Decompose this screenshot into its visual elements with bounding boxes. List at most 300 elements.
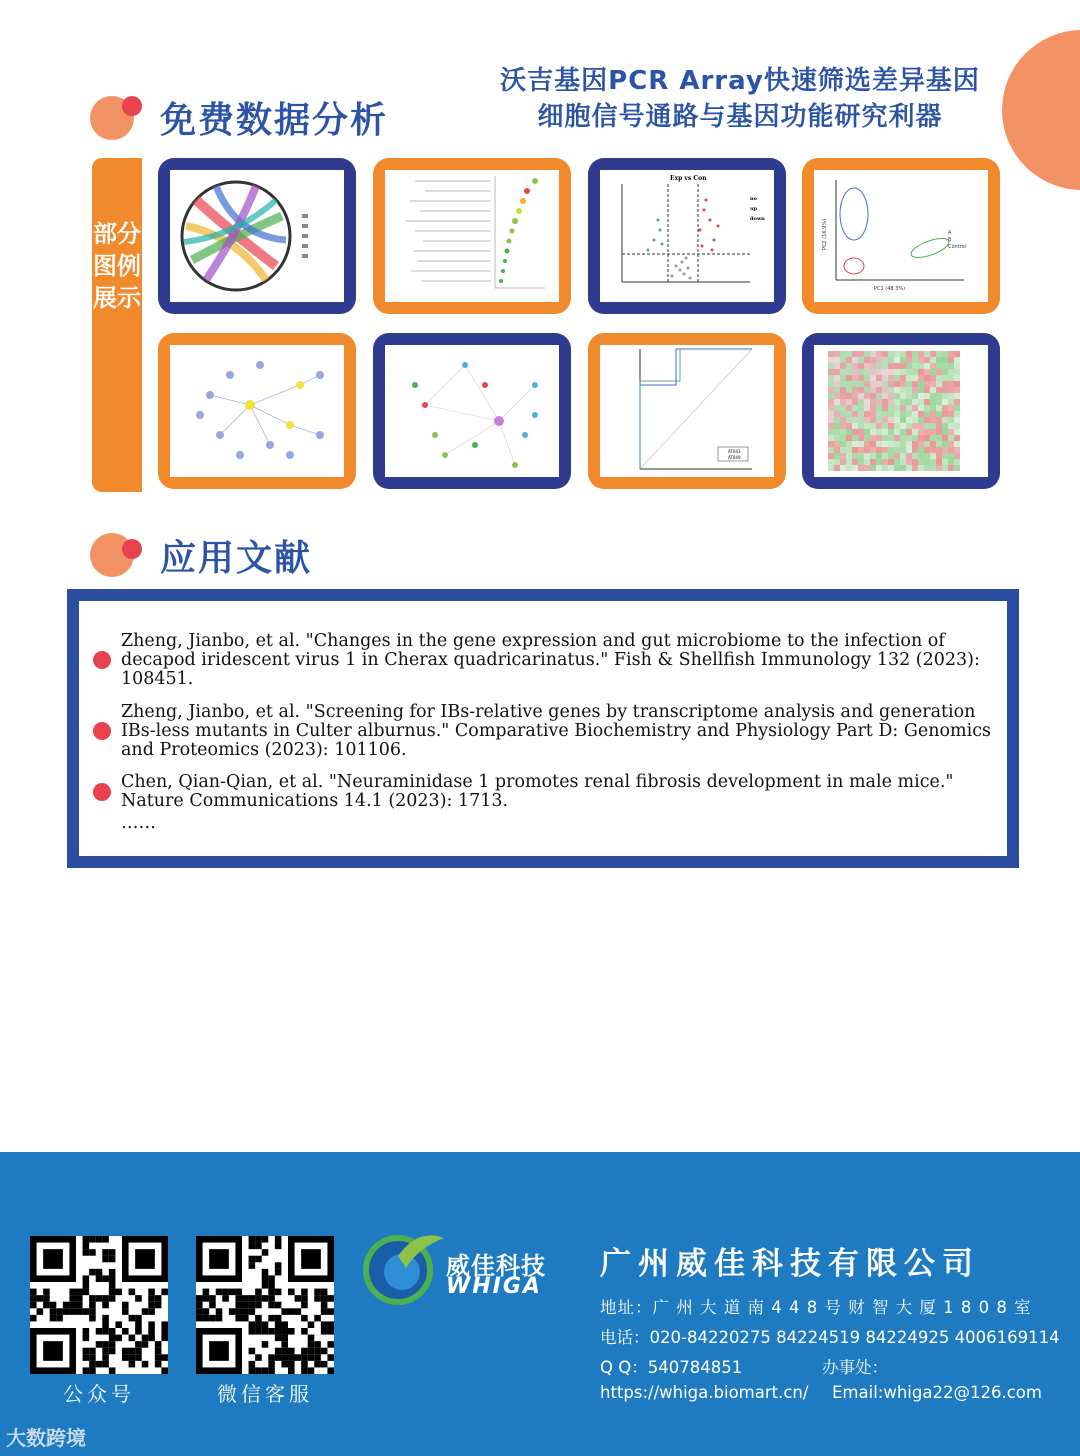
heatmap-cell	[864, 375, 870, 381]
heatmap-cell	[954, 363, 960, 369]
heatmap-cell	[828, 375, 834, 381]
heatmap-cell	[936, 357, 942, 363]
qr-code-official-account[interactable]	[30, 1236, 168, 1374]
heatmap-cell	[900, 447, 906, 453]
heatmap-cell	[912, 375, 918, 381]
heatmap-cell	[900, 429, 906, 435]
heatmap-cell	[858, 393, 864, 399]
bullet-icon	[93, 722, 111, 740]
qr-module	[314, 1341, 321, 1348]
qr-module	[209, 1315, 216, 1322]
heatmap-cell	[870, 441, 876, 447]
qr-module	[109, 1282, 116, 1289]
qr-module	[109, 1341, 116, 1348]
qr-module	[301, 1302, 308, 1309]
qr-module	[96, 1341, 103, 1348]
heatmap-cell	[954, 393, 960, 399]
heatmap-cell	[840, 369, 846, 375]
qr-module	[83, 1289, 90, 1296]
footer	[0, 1152, 1080, 1456]
heatmap-cell	[834, 447, 840, 453]
heatmap-cell	[858, 399, 864, 405]
heatmap-cell	[858, 441, 864, 447]
qr-module	[281, 1328, 288, 1335]
heatmap-cell	[864, 411, 870, 417]
qr-module	[314, 1348, 321, 1355]
qr-module	[275, 1335, 282, 1342]
heatmap-cell	[894, 459, 900, 465]
heatmap-cell	[840, 429, 846, 435]
qr-module	[301, 1354, 308, 1361]
heatmap-cell	[918, 459, 924, 465]
qr-module	[275, 1262, 282, 1269]
heatmap-cell	[936, 369, 942, 375]
qr-module	[89, 1367, 96, 1374]
heatmap-cell	[924, 393, 930, 399]
company-name: 广州威佳科技有限公司	[600, 1246, 980, 1282]
heatmap-cell	[948, 363, 954, 369]
heatmap-cell	[864, 405, 870, 411]
qr-module	[255, 1315, 262, 1322]
thumb-chord-diagram	[158, 158, 356, 314]
heatmap-cell	[942, 459, 948, 465]
heatmap-cell	[954, 453, 960, 459]
qr-module	[229, 1308, 236, 1315]
heatmap-cell	[834, 405, 840, 411]
heatmap-cell	[846, 447, 852, 453]
heatmap-cell	[924, 357, 930, 363]
website-link[interactable]: https://whiga.biomart.cn/	[600, 1383, 809, 1402]
heatmap-cell	[888, 447, 894, 453]
qr-module	[327, 1328, 334, 1335]
heatmap-cell	[882, 459, 888, 465]
heatmap-cell	[930, 369, 936, 375]
heatmap-cell	[882, 435, 888, 441]
qr-module	[122, 1308, 129, 1315]
qr-module	[314, 1295, 321, 1302]
qr-module	[321, 1321, 328, 1328]
heatmap-cell	[876, 417, 882, 423]
sidebar-label-bar	[92, 158, 142, 492]
heatmap-cell	[924, 399, 930, 405]
qr-module	[89, 1361, 96, 1368]
qr-module	[249, 1302, 256, 1309]
qr-module	[135, 1321, 142, 1328]
qr-module	[275, 1243, 282, 1250]
heatmap-cell	[918, 435, 924, 441]
qr-module	[268, 1282, 275, 1289]
qr-finder	[43, 1249, 63, 1269]
qr-module	[102, 1328, 109, 1335]
heatmap-cell	[936, 363, 942, 369]
heatmap-cell	[954, 465, 960, 471]
heatmap-cell	[918, 393, 924, 399]
heatmap-cell	[894, 441, 900, 447]
heatmap-cell	[906, 441, 912, 447]
roc-legend-1: AT043	[728, 449, 741, 454]
heatmap-cell	[858, 375, 864, 381]
heatmap-cell	[954, 441, 960, 447]
qr-module	[281, 1354, 288, 1361]
pca-legend-control: Control	[948, 244, 967, 250]
heatmap-cell	[918, 411, 924, 417]
heatmap-cell	[894, 381, 900, 387]
qr-module	[321, 1302, 328, 1309]
heatmap-cell	[906, 459, 912, 465]
heatmap-cell	[888, 369, 894, 375]
qr-module	[255, 1367, 262, 1374]
heatmap-cell	[918, 363, 924, 369]
heatmap-cell	[840, 399, 846, 405]
heatmap-cell	[828, 411, 834, 417]
qr-module	[321, 1295, 328, 1302]
heatmap-cell	[828, 453, 834, 459]
heatmap-cell	[954, 435, 960, 441]
qr-module	[327, 1367, 334, 1374]
heatmap-cell	[900, 381, 906, 387]
qr-module	[268, 1302, 275, 1309]
heatmap-cell	[930, 441, 936, 447]
qr-module	[122, 1354, 129, 1361]
qr-module	[249, 1262, 256, 1269]
qr-module	[76, 1308, 83, 1315]
qr-module	[50, 1302, 57, 1309]
qr-module	[321, 1308, 328, 1315]
heatmap-cell	[936, 417, 942, 423]
heatmap-cell	[936, 447, 942, 453]
heatmap-cell	[906, 399, 912, 405]
qr-module	[275, 1328, 282, 1335]
qr-module	[255, 1243, 262, 1250]
heatmap-cell	[900, 411, 906, 417]
heatmap-cell	[942, 429, 948, 435]
qr-module	[301, 1328, 308, 1335]
heatmap-cell	[954, 387, 960, 393]
heatmap-cell	[936, 351, 942, 357]
heatmap-cell	[840, 363, 846, 369]
qr-module	[43, 1289, 50, 1296]
heatmap-cell	[900, 363, 906, 369]
qr-module	[327, 1295, 334, 1302]
section-title-analysis: 免费数据分析	[160, 100, 389, 141]
qr-module	[109, 1289, 116, 1296]
section-dot-accent-icon	[122, 96, 142, 116]
qr-module	[314, 1354, 321, 1361]
heatmap-cell	[942, 447, 948, 453]
heatmap-cell	[846, 441, 852, 447]
heatmap-cell	[864, 465, 870, 471]
heatmap-cell	[948, 369, 954, 375]
qr-module	[327, 1354, 334, 1361]
heatmap-cell	[828, 393, 834, 399]
qr-finder	[135, 1249, 155, 1269]
heatmap-cell	[870, 399, 876, 405]
qr-module	[301, 1295, 308, 1302]
qr-module	[37, 1295, 44, 1302]
heatmap-cell	[870, 393, 876, 399]
heatmap-cell	[846, 363, 852, 369]
heatmap-cell	[888, 465, 894, 471]
heatmap-cell	[942, 375, 948, 381]
heatmap-cell	[882, 351, 888, 357]
heatmap-cell	[906, 423, 912, 429]
qr-module	[235, 1308, 242, 1315]
heatmap-cell	[834, 453, 840, 459]
heatmap-cell	[834, 423, 840, 429]
heatmap-cell	[894, 435, 900, 441]
qr-module	[50, 1308, 57, 1315]
qr-module	[102, 1341, 109, 1348]
heatmap-cell	[900, 351, 906, 357]
heatmap-cell	[846, 387, 852, 393]
email-link[interactable]: Email:whiga22@126.com	[832, 1383, 1042, 1402]
heatmap-cell	[936, 423, 942, 429]
heatmap-cell	[852, 423, 858, 429]
qr-module	[203, 1308, 210, 1315]
address: 地址：广 州 大 道 南 4 4 8 号 财 智 大 厦 1 8 0 8 室	[600, 1298, 1032, 1317]
qr-module	[262, 1236, 269, 1243]
heatmap-cell	[858, 435, 864, 441]
volcano-legend-down: down	[750, 216, 765, 222]
heatmap-cell	[882, 441, 888, 447]
heatmap-cell	[840, 381, 846, 387]
heatmap-cell	[834, 399, 840, 405]
heatmap-cell	[882, 399, 888, 405]
qr-module	[301, 1367, 308, 1374]
heatmap-cell	[882, 381, 888, 387]
heatmap-cell	[876, 363, 882, 369]
heatmap-cell	[888, 363, 894, 369]
heatmap-cell	[840, 423, 846, 429]
heatmap-cell	[834, 435, 840, 441]
qr-module	[135, 1348, 142, 1355]
heatmap-cell	[882, 465, 888, 471]
heatmap-cell	[930, 357, 936, 363]
heatmap-cell	[846, 399, 852, 405]
heatmap-cell	[918, 441, 924, 447]
heatmap-cell	[930, 429, 936, 435]
pca-ylabel: PC2 (16.9%)	[822, 218, 828, 250]
qr-module	[129, 1315, 136, 1322]
heatmap-cell	[918, 387, 924, 393]
qr-module	[43, 1302, 50, 1309]
phone: 电话：020-84220275 84224519 84224925 4006169114	[600, 1328, 1060, 1347]
heatmap-cell	[930, 459, 936, 465]
qr-module	[129, 1354, 136, 1361]
qr-module	[148, 1295, 155, 1302]
qr-module	[235, 1289, 242, 1296]
qr-module	[56, 1308, 63, 1315]
qr-module	[109, 1367, 116, 1374]
heatmap-cell	[882, 393, 888, 399]
heatmap-cell	[876, 375, 882, 381]
qr-module	[89, 1308, 96, 1315]
qr-module	[321, 1348, 328, 1355]
qr-module	[102, 1348, 109, 1355]
heatmap-cell	[906, 369, 912, 375]
heatmap-cell	[918, 369, 924, 375]
thumb-heatmap	[802, 333, 1000, 489]
heatmap-cell	[894, 447, 900, 453]
qr-module	[268, 1295, 275, 1302]
heatmap-cell	[954, 429, 960, 435]
heatmap-cell	[870, 405, 876, 411]
heatmap-cell	[936, 411, 942, 417]
heatmap-cell	[858, 465, 864, 471]
heatmap-cell	[954, 447, 960, 453]
qr-module	[255, 1354, 262, 1361]
heatmap-cell	[834, 357, 840, 363]
thumb-pca-plot	[802, 158, 1000, 314]
heatmap-cell	[930, 393, 936, 399]
heatmap-cell	[918, 399, 924, 405]
heatmap-cell	[864, 447, 870, 453]
qr-module	[30, 1302, 37, 1309]
qr-module	[249, 1321, 256, 1328]
heatmap-cell	[864, 423, 870, 429]
qr-module	[96, 1275, 103, 1282]
heatmap-cell	[870, 423, 876, 429]
qr-module	[249, 1256, 256, 1263]
qr-module	[242, 1308, 249, 1315]
heatmap-cell	[924, 423, 930, 429]
qr-module	[288, 1308, 295, 1315]
qr-module	[196, 1308, 203, 1315]
qr-module	[268, 1328, 275, 1335]
heatmap-cell	[882, 411, 888, 417]
heatmap-cell	[906, 357, 912, 363]
qr-module	[288, 1367, 295, 1374]
heatmap-cell	[924, 429, 930, 435]
qr-module	[161, 1328, 168, 1335]
heatmap-cell	[852, 411, 858, 417]
heatmap-cell	[828, 369, 834, 375]
qr-module	[235, 1302, 242, 1309]
heatmap-cell	[852, 417, 858, 423]
heatmap-cell	[894, 369, 900, 375]
qr-module	[63, 1302, 70, 1309]
qr-code-wechat-service[interactable]	[196, 1236, 334, 1374]
heatmap-cell	[900, 393, 906, 399]
heatmap-cell	[888, 459, 894, 465]
heatmap-cell	[930, 381, 936, 387]
heatmap-cell	[870, 429, 876, 435]
heatmap-cell	[852, 357, 858, 363]
heatmap-cell	[876, 429, 882, 435]
heatmap-cell	[948, 441, 954, 447]
qr-module	[89, 1354, 96, 1361]
qr-module	[203, 1295, 210, 1302]
heatmap-cell	[930, 453, 936, 459]
heatmap-cell	[918, 453, 924, 459]
qr-module	[109, 1335, 116, 1342]
qr-module	[69, 1295, 76, 1302]
qr-module	[76, 1295, 83, 1302]
qr-module	[242, 1295, 249, 1302]
heatmap-cell	[912, 435, 918, 441]
qr-module	[281, 1348, 288, 1355]
heatmap-cell	[906, 453, 912, 459]
heatmap-cell	[852, 375, 858, 381]
heatmap-cell	[954, 459, 960, 465]
qr-module	[262, 1269, 269, 1276]
qr-module	[96, 1361, 103, 1368]
qr-module	[96, 1269, 103, 1276]
heatmap-cell	[900, 375, 906, 381]
tagline-line2: 细胞信号通路与基因功能研究利器	[537, 102, 943, 132]
office-label: 办事处：	[822, 1358, 888, 1377]
heatmap-cell	[954, 399, 960, 405]
heatmap-cell	[870, 363, 876, 369]
heatmap-cell	[858, 357, 864, 363]
heatmap-cell	[942, 363, 948, 369]
qr-module	[249, 1243, 256, 1250]
heatmap-cell	[840, 447, 846, 453]
heatmap-cell	[858, 405, 864, 411]
qr-module	[222, 1289, 229, 1296]
heatmap-cell	[846, 411, 852, 417]
qr-module	[203, 1315, 210, 1322]
heatmap-cell	[918, 447, 924, 453]
heatmap-cell	[930, 411, 936, 417]
qr-module	[255, 1289, 262, 1296]
qr-module	[102, 1249, 109, 1256]
qr-module	[262, 1282, 269, 1289]
heatmap-cell	[876, 387, 882, 393]
heatmap-cell	[912, 423, 918, 429]
heatmap-cell	[852, 393, 858, 399]
qr-module	[96, 1295, 103, 1302]
qr-module	[148, 1289, 155, 1296]
heatmap-cell	[912, 453, 918, 459]
heatmap-cell	[828, 423, 834, 429]
heatmap-cell	[954, 357, 960, 363]
heatmap-cell	[912, 393, 918, 399]
qr-module	[216, 1315, 223, 1322]
heatmap-cell	[912, 357, 918, 363]
qr-module	[275, 1269, 282, 1276]
qr-module	[76, 1302, 83, 1309]
heatmap-cell	[900, 465, 906, 471]
heatmap-cell	[930, 351, 936, 357]
heatmap-cell	[894, 399, 900, 405]
qr-module	[268, 1361, 275, 1368]
heatmap-cell	[864, 453, 870, 459]
heatmap-cell	[906, 381, 912, 387]
heatmap-cell	[882, 375, 888, 381]
qr-module	[83, 1249, 90, 1256]
qr-module	[327, 1341, 334, 1348]
heatmap-cell	[858, 429, 864, 435]
qr-module	[155, 1354, 162, 1361]
tagline-line1: 沃吉基因PCR Array快速筛选差异基因	[500, 66, 980, 96]
heatmap-cell	[888, 411, 894, 417]
qr-module	[96, 1328, 103, 1335]
heatmap-cell	[858, 423, 864, 429]
heatmap-cell	[924, 351, 930, 357]
heatmap-cell	[870, 375, 876, 381]
heatmap-cell	[828, 357, 834, 363]
heatmap-cell	[924, 405, 930, 411]
heatmap-cell	[852, 399, 858, 405]
qr-module	[102, 1321, 109, 1328]
heatmap-cell	[900, 369, 906, 375]
heatmap-cell	[876, 447, 882, 453]
qr-module	[281, 1308, 288, 1315]
heatmap-cell	[834, 375, 840, 381]
qr-module	[249, 1348, 256, 1355]
heatmap-cell	[918, 357, 924, 363]
